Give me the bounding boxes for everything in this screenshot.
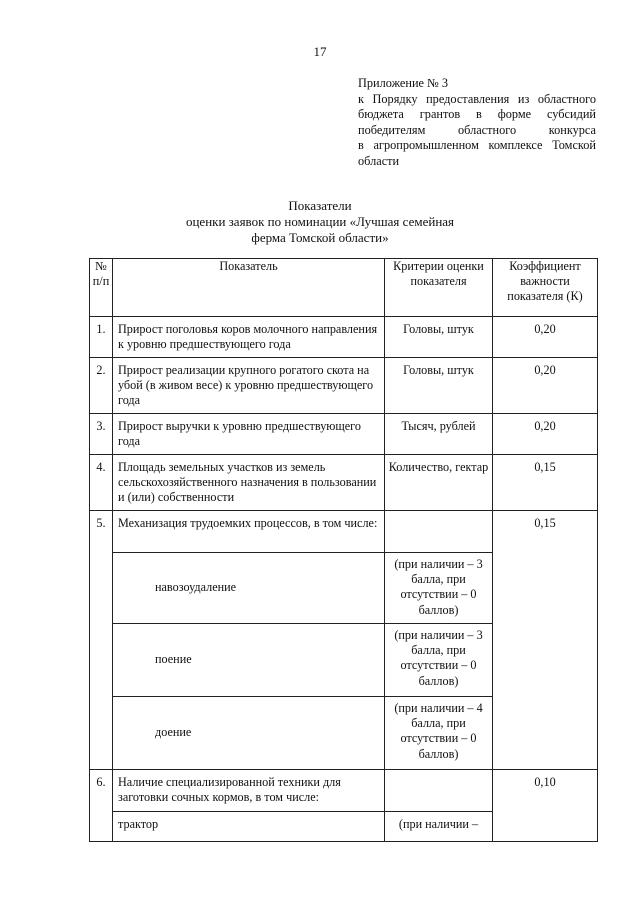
table-row — [90, 770, 598, 812]
table-row — [90, 414, 598, 455]
row-criteria — [385, 770, 493, 812]
appendix-line: к Порядку предоставления из областного — [358, 91, 596, 106]
row-number: 3. — [90, 414, 113, 455]
row-indicator: Прирост реализации крупного рогатого скота на убой (в живом весе) к уровню предшествующего года — [113, 358, 385, 414]
appendix-line: в агропромышленном комплексе Томской — [358, 138, 596, 153]
row-coefficient: 0,20 — [493, 317, 598, 358]
row-criteria: Тысяч, рублей — [385, 414, 493, 455]
subrow-criteria: (при наличии – 3 балла, при отсутствии – 0 баллов) — [385, 624, 493, 697]
table-row — [90, 455, 598, 511]
row-indicator: Наличие специализированной техники для заготовки сочных кормов, в том числе: — [113, 770, 385, 812]
appendix-title: Приложение № 3 — [358, 76, 449, 90]
row-indicator: Прирост выручки к уровню предшествующего года — [113, 414, 385, 455]
subrow-criteria: (при наличии – — [385, 812, 493, 842]
table-row — [90, 358, 598, 414]
row-number: 6. — [90, 770, 113, 842]
header-indicator: Показатель — [113, 259, 385, 317]
row-coefficient: 0,10 — [493, 770, 598, 842]
header-number: № п/п — [90, 259, 113, 317]
subrow-criteria: (при наличии – 4 балла, при отсутствии – 0 баллов) — [385, 697, 493, 770]
subrow-indicator: доение — [113, 697, 385, 770]
appendix-header — [358, 76, 596, 170]
subrow-indicator: трактор — [113, 812, 385, 842]
row-number: 2. — [90, 358, 113, 414]
title-line: Показатели — [288, 198, 352, 213]
table-row — [90, 317, 598, 358]
header-coefficient: Коэффициент важности показателя (К) — [493, 259, 598, 317]
page-number: 17 — [313, 44, 327, 59]
row-criteria: Головы, штук — [385, 317, 493, 358]
document-title — [0, 198, 640, 246]
appendix-line: области — [358, 153, 400, 168]
row-coefficient: 0,15 — [493, 511, 598, 770]
appendix-line: победителям областного конкурса — [358, 122, 596, 137]
subrow-indicator: навозоудаление — [113, 553, 385, 624]
row-indicator: Механизация трудоемких процессов, в том числе: — [113, 511, 385, 553]
table-header-row — [90, 259, 598, 317]
row-indicator: Прирост поголовья коров молочного направления к уровню предшествующего года — [113, 317, 385, 358]
header-criteria: Критерии оценки показателя — [385, 259, 493, 317]
indicators-table — [89, 258, 598, 842]
table-row — [90, 511, 598, 553]
title-line: оценки заявок по номинации «Лучшая семейная — [185, 214, 455, 229]
row-number: 5. — [90, 511, 113, 770]
row-indicator: Площадь земельных участков из земель сельскохозяйственного назначения в пользовании и (или) собственности — [113, 455, 385, 511]
row-criteria: Головы, штук — [385, 358, 493, 414]
row-number: 4. — [90, 455, 113, 511]
row-coefficient: 0,20 — [493, 358, 598, 414]
subrow-indicator: поение — [113, 624, 385, 697]
title-line: ферма Томской области» — [251, 230, 389, 245]
row-criteria — [385, 511, 493, 553]
row-number: 1. — [90, 317, 113, 358]
row-criteria: Количество, гектар — [385, 455, 493, 511]
row-coefficient: 0,20 — [493, 414, 598, 455]
subrow-criteria: (при наличии – 3 балла, при отсутствии – 0 баллов) — [385, 553, 493, 624]
appendix-line: бюджета грантов в форме субсидий — [358, 107, 596, 122]
row-coefficient: 0,15 — [493, 455, 598, 511]
